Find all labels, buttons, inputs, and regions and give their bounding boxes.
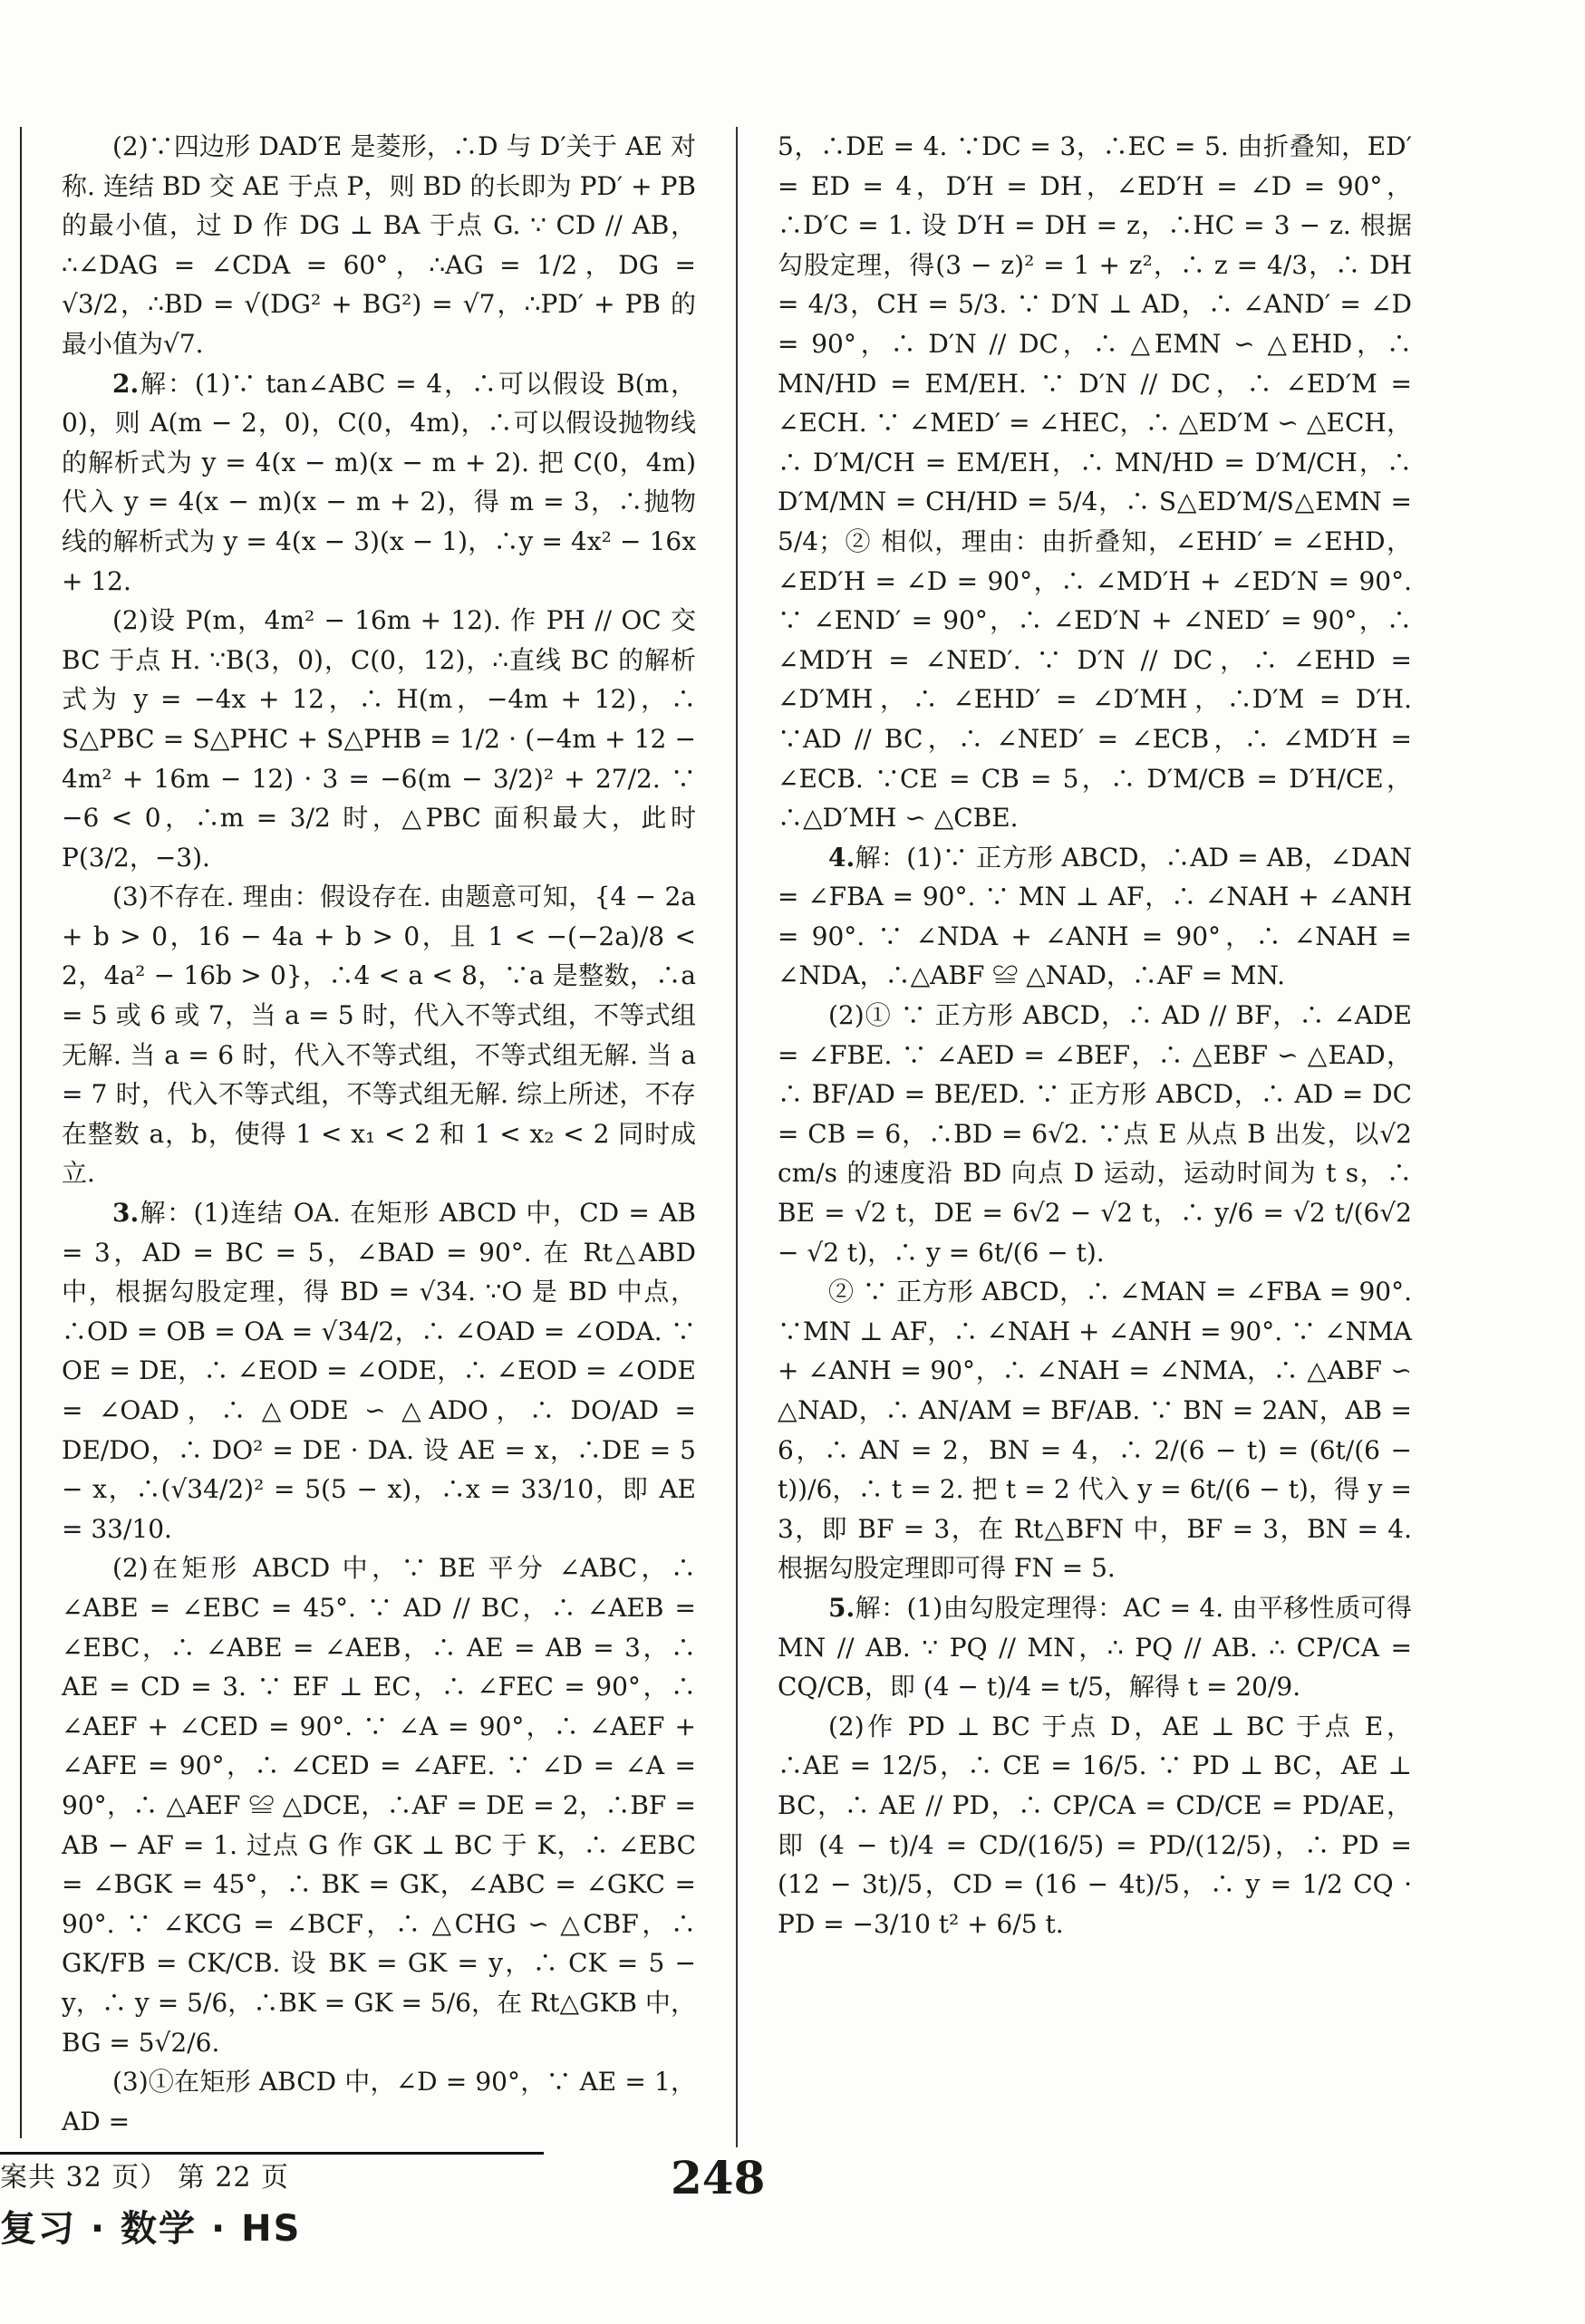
paragraph: (2)∵四边形 DAD′E 是菱形，∴D 与 D′关于 AE 对称. 连结 BD 交 AE 于点 P，则 BD 的长即为 PD′ + PB 的最小值，过 D 作 DG ⊥ BA 于点 G. ∵ CD // AB，∴∠DAG = ∠CDA = 60°，∴AG = 1/2，DG = √3/2，∴BD = √(DG² + BG²) = √7，∴PD′ + PB 的最小值为√7. [62,131,696,359]
question-number: 3. [112,1198,140,1229]
column-divider [736,127,738,2147]
paragraph: (2)设 P(m，4m² − 16m + 12). 作 PH // OC 交 BC 于点 H. ∵B(3，0)，C(0，12)，∴直线 BC 的解析式为 y = −4x + 12，∴ H(m，−4m + 12)，∴ S△PBC = S△PHC + S△PHB = 1/2 · (−4m + 12 − 4m² + 16m − 12) · 3 = −6(m − 3/2)² + 27/2. ∵ −6 < 0，∴m = 3/2 时，△PBC 面积最大，此时 P(3/2，−3). [62,605,696,873]
footer-book-title: 复习 · 数学 · HS [0,2208,302,2250]
paragraph: 5.解：(1)由勾股定理得：AC = 4. 由平移性质可得 MN // AB. ∵ PQ // MN，∴ PQ // AB. ∴ CP/CA = CQ/CB，即 (4 − t)/4 = t/5，解得 t = 20/9. [778,1592,1412,1702]
paragraph: (2)在矩形 ABCD 中，∵ BE 平分 ∠ABC，∴ ∠ABE = ∠EBC = 45°. ∵ AD // BC，∴ ∠AEB = ∠EBC，∴ ∠ABE = ∠AEB，∴ AE = AB = 3，∴ AE = CD = 3. ∵ EF ⊥ EC，∴ ∠FEC = 90°，∴ ∠AEF + ∠CED = 90°. ∵ ∠A = 90°，∴ ∠AEF + ∠AFE = 90°，∴ ∠CED = ∠AFE. ∵ ∠D = ∠A = 90°，∴ △AEF ≌ △DCE，∴AF = DE = 2，∴BF = AB − AF = 1. 过点 G 作 GK ⊥ BC 于 K，∴ ∠EBC = ∠BGK = 45°，∴ BK = GK，∠ABC = ∠GKC = 90°. ∵ ∠KCG = ∠BCF，∴ △CHG ∽ △CBF，∴ GK/FB = CK/CB. 设 BK = GK = y，∴ CK = 5 − y，∴ y = 5/6，∴BK = GK = 5/6，在 Rt△GKB 中，BG = 5√2/6. [62,1553,696,2058]
paragraph: (2)作 PD ⊥ BC 于点 D，AE ⊥ BC 于点 E，∴AE = 12/5，∴ CE = 16/5. ∵ PD ⊥ BC，AE ⊥ BC，∴ AE // PD，∴ CP/CA = CD/CE = PD/AE，即 (4 − t)/4 = CD/(16/5) = PD/(12/5)，∴ PD = (12 − 3t)/5，CD = (16 − 4t)/5，∴ y = 1/2 CQ · PD = −3/10 t² + 6/5 t. [778,1711,1412,1939]
question-number: 2. [112,368,140,399]
page-number: 248 [671,2151,766,2204]
paragraph: (3)①在矩形 ABCD 中，∠D = 90°，∵ AE = 1，AD = [62,2067,696,2136]
paragraph: (3)不存在. 理由：假设存在. 由题意可知，{4 − 2a + b > 0，16 − 4a + b > 0，且 1 < −(−2a)/8 < 2，4a² − 16b > 0}，∴4 < a < 8，∵a 是整数，∴a = 5 或 6 或 7，当 a = 5 时，代入不等式组，不等式组无解. 当 a = 6 时，代入不等式组，不等式组无解. 当 a = 7 时，代入不等式组，不等式组无解. 综上所述，不存在整数 a，b，使得 1 < x₁ < 2 和 1 < x₂ < 2 同时成立. [62,882,696,1189]
paragraph: 4.解：(1)∵ 正方形 ABCD，∴AD = AB，∠DAN = ∠FBA = 90°. ∵ MN ⊥ AF，∴ ∠NAH + ∠ANH = 90°. ∵ ∠NDA + ∠ANH = 90°，∴ ∠NAH = ∠NDA，∴△ABF ≌ △NAD，∴AF = MN. [778,842,1412,991]
footer-page-info: 案共 32 页） 第 22 页 [0,2162,290,2194]
left-margin-rule [20,127,22,2138]
question-number: 4. [828,842,855,873]
paragraph: 3.解：(1)连结 OA. 在矩形 ABCD 中，CD = AB = 3，AD = BC = 5，∠BAD = 90°. 在 Rt△ABD 中，根据勾股定理，得 BD = √34. ∵O 是 BD 中点，∴OD = OB = OA = √34/2，∴ ∠OAD = ∠ODA. ∵ OE = DE，∴ ∠EOD = ∠ODE，∴ ∠EOD = ∠ODE = ∠OAD，∴ △ODE ∽ △ADO，∴ DO/AD = DE/DO，∴ DO² = DE · DA. 设 AE = x，∴DE = 5 − x，∴(√34/2)² = 5(5 − x)，∴x = 33/10，即 AE = 33/10. [62,1198,696,1544]
paragraph: 2.解：(1)∵ tan∠ABC = 4，∴可以假设 B(m，0)，则 A(m − 2，0)，C(0，4m)，∴可以假设抛物线的解析式为 y = 4(x − m)(x − m + 2). 把 C(0，4m)代入 y = 4(x − m)(x − m + 2)，得 m = 3，∴抛物线的解析式为 y = 4(x − 3)(x − 1)，∴y = 4x² − 16x + 12. [62,368,696,596]
right-column [778,127,1412,1943]
question-number: 5. [828,1592,855,1623]
paragraph: (2)① ∵ 正方形 ABCD，∴ AD // BF，∴ ∠ADE = ∠FBE. ∵ ∠AED = ∠BEF，∴ △EBF ∽ △EAD，∴ BF/AD = BE/ED. ∵ 正方形 ABCD，∴ AD = DC = CB = 6，∴BD = 6√2. ∵点 E 从点 B 出发，以√2 cm/s 的速度沿 BD 向点 D 运动，运动时间为 t s，∴ BE = √2 t，DE = 6√2 − √2 t，∴ y/6 = √2 t/(6√2 − √2 t)，∴ y = 6t/(6 − t). [778,1000,1412,1268]
paragraph: 5，∴DE = 4. ∵DC = 3，∴EC = 5. 由折叠知，ED′ = ED = 4，D′H = DH，∠ED′H = ∠D = 90°，∴D′C = 1. 设 D′H = DH = z，∴HC = 3 − z. 根据勾股定理，得(3 − z)² = 1 + z²，∴ z = 4/3，∴ DH = 4/3，CH = 5/3. ∵ D′N ⊥ AD，∴ ∠AND′ = ∠D = 90°，∴ D′N // DC，∴ △EMN ∽ △EHD，∴ MN/HD = EM/EH. ∵ D′N // DC，∴ ∠ED′M = ∠ECH. ∵ ∠MED′ = ∠HEC，∴ △ED′M ∽ △ECH，∴ D′M/CH = EM/EH，∴ MN/HD = D′M/CH，∴ D′M/MN = CH/HD = 5/4，∴ S△ED′M/S△EMN = 5/4；② 相似，理由：由折叠知，∠EHD′ = ∠EHD，∠ED′H = ∠D = 90°，∴ ∠MD′H + ∠ED′N = 90°. ∵ ∠END′ = 90°，∴ ∠ED′N + ∠NED′ = 90°，∴ ∠MD′H = ∠NED′. ∵ D′N // DC，∴ ∠EHD = ∠D′MH，∴ ∠EHD′ = ∠D′MH，∴D′M = D′H. ∵AD // BC，∴ ∠NED′ = ∠ECB，∴ ∠MD′H = ∠ECB. ∵CE = CB = 5，∴ D′M/CB = D′H/CE，∴△D′MH ∽ △CBE. [778,131,1412,834]
left-column [62,127,696,2141]
paragraph: ② ∵ 正方形 ABCD，∴ ∠MAN = ∠FBA = 90°. ∵MN ⊥ AF，∴ ∠NAH + ∠ANH = 90°. ∵ ∠NMA + ∠ANH = 90°，∴ ∠NAH = ∠NMA，∴ △ABF ∽ △NAD，∴ AN/AM = BF/AB. ∵ BN = 2AN，AB = 6，∴ AN = 2，BN = 4，∴ 2/(6 − t) = (6t/(6 − t))/6，∴ t = 2. 把 t = 2 代入 y = 6t/(6 − t)，得 y = 3，即 BF = 3，在 Rt△BFN 中，BF = 3，BN = 4. 根据勾股定理即可得 FN = 5. [778,1277,1412,1584]
